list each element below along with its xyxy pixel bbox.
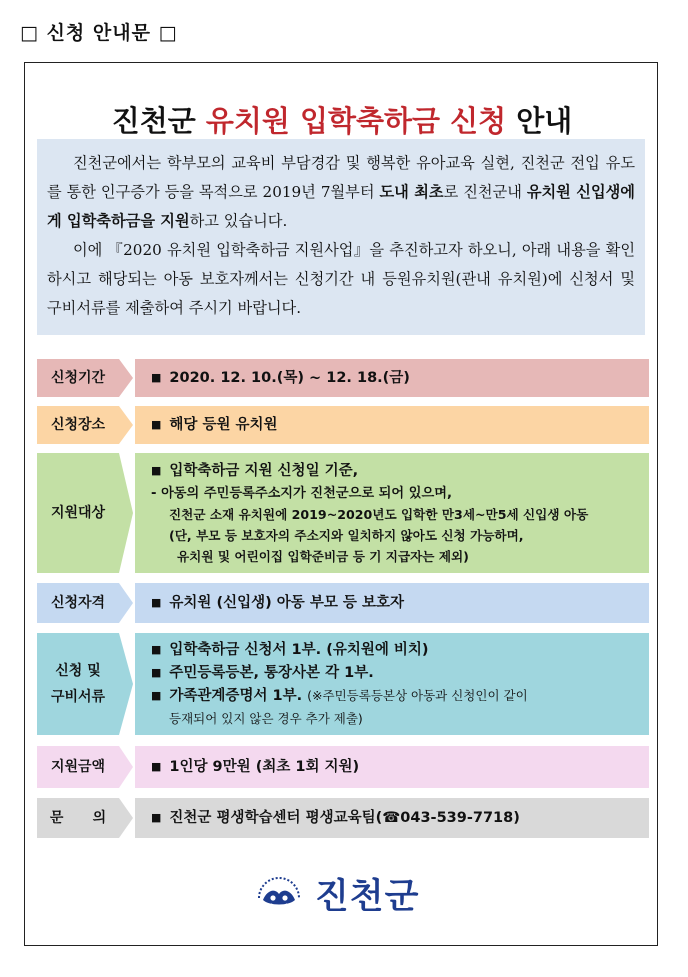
content-line: ■ 유치원 (신입생) 아동 부모 등 보호자	[151, 594, 404, 611]
row-label: 신청자격	[50, 595, 106, 611]
notice-frame	[24, 62, 658, 946]
row-amount	[37, 746, 651, 788]
intro-paragraph-1	[47, 149, 635, 236]
row-content	[135, 746, 649, 788]
row-documents	[37, 633, 651, 735]
intro-emphasis: 유치원 신입생에게 입학축하금을 지원	[47, 183, 635, 230]
content-line: ■ 입학축하금 신청서 1부. (유치원에 비치)	[151, 641, 429, 658]
content-line: ■ 주민등록등본, 통장사본 각 1부.	[151, 664, 374, 681]
row-qualification	[37, 583, 651, 623]
notice-heading: □ 신청 안내문 □	[20, 22, 178, 44]
content-line: 등재되어 있지 않은 경우 추가 제출)	[169, 710, 363, 726]
row-place	[37, 406, 651, 444]
intro-paragraph-2: 이에 『2020 유치원 입학축하금 지원사업』을 추진하고자 하오니, 아래 내용을 확인하시고 해당되는 아동 보호자께서는 신청기간 내 등원유치원(관내 유치원)에 신청서 및 구비서류를 제출하여 주시기 바랍니다.	[47, 241, 635, 317]
title-prefix: 진천군	[111, 104, 206, 138]
row-content	[135, 406, 649, 444]
page-title	[25, 99, 659, 140]
content-line: ■ 해당 등원 유치원	[151, 416, 278, 433]
title-highlight: 유치원 입학축하금 신청	[205, 104, 507, 138]
row-contact	[37, 798, 651, 838]
content-line: (단, 부모 등 보호자의 주소지와 일치하지 않아도 신청 가능하며,	[169, 527, 524, 543]
row-label: 신청장소	[50, 417, 106, 433]
intro-text: 진천군에서는 학부모의 교육비 부담경감 및 행복한 유아교육 실현, 진천군 전입 유도를 통한 인구증가 등을 목적으로 2019년 7월부터	[47, 154, 635, 201]
content-line: ■ 입학축하금 지원 신청일 기준,	[151, 462, 359, 479]
content-line: 유치원 및 어린이집 입학준비금 등 기 지급자는 제외)	[177, 548, 469, 564]
content-line: ■ 2020. 12. 10.(목) ~ 12. 18.(금)	[151, 369, 410, 386]
row-label: 지원대상	[50, 505, 106, 521]
row-content	[135, 798, 649, 838]
row-content	[135, 633, 649, 735]
content-line: ■ 가족관계증명서 1부. (※주민등록등본상 아동과 신청인이 같이	[151, 687, 528, 704]
row-content	[135, 453, 649, 573]
row-period	[37, 359, 651, 397]
jincheon-logo-icon	[253, 874, 305, 914]
intro-emphasis: 도내 최초	[379, 183, 444, 201]
intro-text: 로 진천군내	[443, 183, 527, 201]
row-label: 문 의	[49, 810, 107, 826]
content-line: ■ 진천군 평생학습센터 평생교육팀(☎043-539-7718)	[151, 809, 520, 826]
row-label: 신청기간	[50, 370, 106, 386]
content-line: - 아동의 주민등록주소지가 진천군으로 되어 있으며,	[151, 485, 452, 501]
row-target	[37, 453, 651, 573]
row-content	[135, 583, 649, 623]
row-label: 지원금액	[50, 759, 106, 775]
footer-logo	[253, 869, 453, 919]
intro-text: 하고 있습니다.	[189, 212, 288, 230]
intro-box	[37, 139, 645, 335]
content-line: 진천군 소재 유치원에 2019~2020년도 입학한 만3세~만5세 신입생 아동	[169, 506, 589, 522]
title-suffix: 안내	[506, 104, 573, 138]
content-line: ■ 1인당 9만원 (최초 1회 지원)	[151, 758, 360, 775]
row-content	[135, 359, 649, 397]
row-label: 신청 및 구비서류	[50, 663, 106, 705]
footer-brand: 진천군	[315, 877, 420, 917]
